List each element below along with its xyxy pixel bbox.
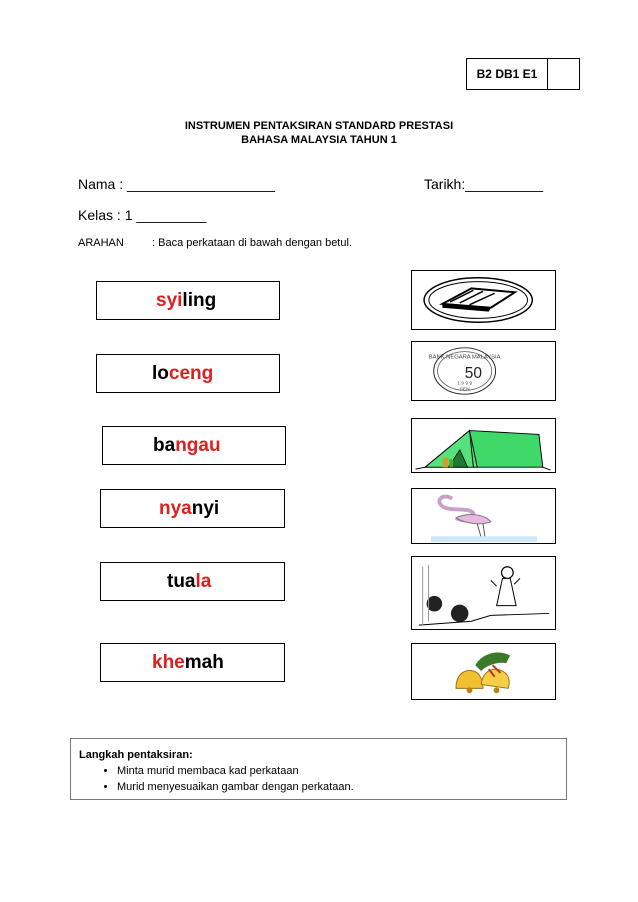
assessment-steps-box [70,738,567,800]
assessment-code-box [466,58,580,90]
word-card-loceng [96,354,280,393]
word-black-part: tua [167,570,196,592]
instruction-label: ARAHAN [78,237,124,249]
towel-icon [412,271,555,329]
instruction-text: : Baca perkataan di bawah dengan betul. [152,237,352,249]
towel-picture [411,270,556,330]
assessment-steps-heading: Langkah pentaksiran: [79,749,193,761]
assessment-code: B2 DB1 E1 [467,59,548,89]
word-red-part: syi [156,289,183,311]
assessment-step: • Murid menyesuaikan gambar dengan perkataan. [117,779,558,795]
assessment-step: • Minta murid membaca kad perkataan [117,763,558,779]
word-red-part: nya [159,497,192,519]
word-red-part: ceng [168,362,214,384]
word-red-part: ngau [175,434,221,456]
flamingo-icon [412,489,555,543]
word-black-part: ba [153,434,176,456]
bell-icon [412,644,555,699]
word-card-nyanyi [100,489,285,528]
word-card-khemah [100,643,285,682]
word-black-part: mah [184,651,224,673]
tent-picture [411,418,556,473]
word-black-part: nyi [191,497,220,519]
score-blank [548,59,579,89]
nama-field: Nama : ___________________ [78,176,275,192]
coin-icon [412,342,555,400]
title-line-2: BAHASA MALAYSIA TAHUN 1 [241,134,397,146]
word-card-bangau [102,426,286,465]
word-red-part: khe [152,651,185,673]
kelas-field: Kelas : 1 _________ [78,207,207,223]
singing-picture [411,556,556,630]
singing-icon [412,557,555,629]
title-line-1: INSTRUMEN PENTAKSIRAN STANDARD PRESTASI [184,120,454,132]
coin-unit: SEN [459,387,470,393]
tarikh-field: Tarikh:__________ [424,176,544,192]
word-black-part: ling [182,289,217,311]
coin-value: 50 [464,364,482,382]
coin-year: 1 9 9 9 [457,381,473,387]
tent-icon [412,419,555,472]
bell-picture [411,643,556,700]
word-card-tuala [100,562,285,601]
assessment-steps-list [79,763,558,795]
flamingo-picture [411,488,556,544]
word-black-part: lo [152,362,169,384]
word-card-syiling [96,281,280,320]
coin-top-text: BANK NEGARA MALAYSIA [428,354,501,361]
coin-picture [411,341,556,401]
word-red-part: la [195,570,212,592]
